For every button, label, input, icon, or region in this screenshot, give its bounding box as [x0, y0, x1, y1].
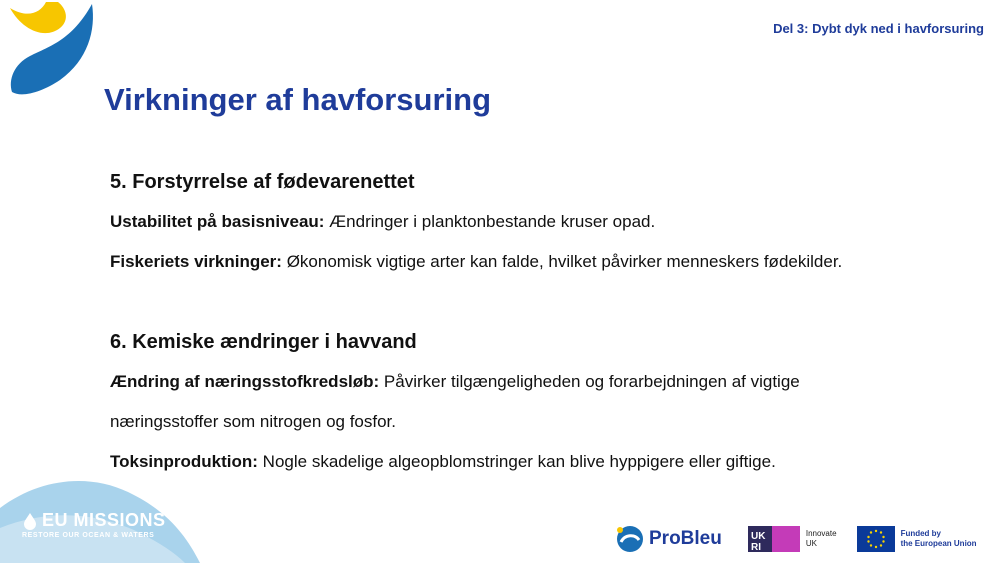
svg-text:RI: RI [750, 542, 761, 553]
bullet-body: Påvirker tilgængeligheden og forarbejdningen af vigtige [379, 372, 800, 391]
mission-logo-icon [0, 0, 100, 100]
section-heading: 5. Forstyrrelse af fødevarenettet [110, 171, 415, 193]
funded-by-text: Funded by [900, 529, 942, 538]
section-heading: 6. Kemiske ændringer i havvand [110, 331, 417, 353]
bullet-label: Ustabilitet på basisniveau: [110, 212, 325, 231]
bullet-text [110, 362, 980, 402]
bullet-text [110, 242, 980, 282]
page-title: Virkninger af havforsuring [104, 82, 492, 117]
bullet-body: Ændringer i planktonbestande kruser opad. [324, 212, 656, 231]
bullet-label: Fiskeriets virkninger: [110, 252, 282, 271]
innovate-uk-logo [748, 524, 837, 554]
bullet-label: Ændring af næringsstofkredsløb: [110, 372, 380, 391]
svg-text:UK: UK [750, 531, 766, 542]
probleu-logo [615, 524, 722, 554]
probleu-text: ProBleu [649, 528, 722, 549]
bullet-text [110, 202, 980, 242]
european-union-text: the European Union [900, 539, 977, 548]
eu-funding-logo [857, 526, 977, 552]
bullet-body: Nogle skadelige algeopblomstringer kan blive hyppigere eller giftige. [257, 452, 776, 471]
bullet-text [110, 442, 980, 482]
section-label: Del 3: Dybt dyk ned i havforsuring [773, 21, 984, 36]
probleu-icon [615, 524, 645, 554]
water-drop-icon [22, 512, 38, 530]
slide-content [110, 168, 980, 482]
innovate-text: Innovate [805, 529, 837, 538]
bullet-continuation: næringsstoffer som nitrogen og fosfor. [110, 412, 397, 431]
partner-logos [615, 521, 977, 557]
ukri-icon [748, 524, 800, 554]
bullet-label: Toksinproduktion: [110, 452, 258, 471]
uk-text: UK [805, 539, 817, 548]
eu-flag-icon [857, 526, 895, 552]
eu-missions-logo [22, 510, 166, 539]
eu-missions-subtitle: RESTORE OUR OCEAN & WATERS [22, 532, 155, 539]
eu-missions-text: EU MISSIONS [42, 510, 166, 530]
bullet-body: Økonomisk vigtige arter kan falde, hvilket påvirker menneskers fødekilder. [281, 252, 843, 271]
